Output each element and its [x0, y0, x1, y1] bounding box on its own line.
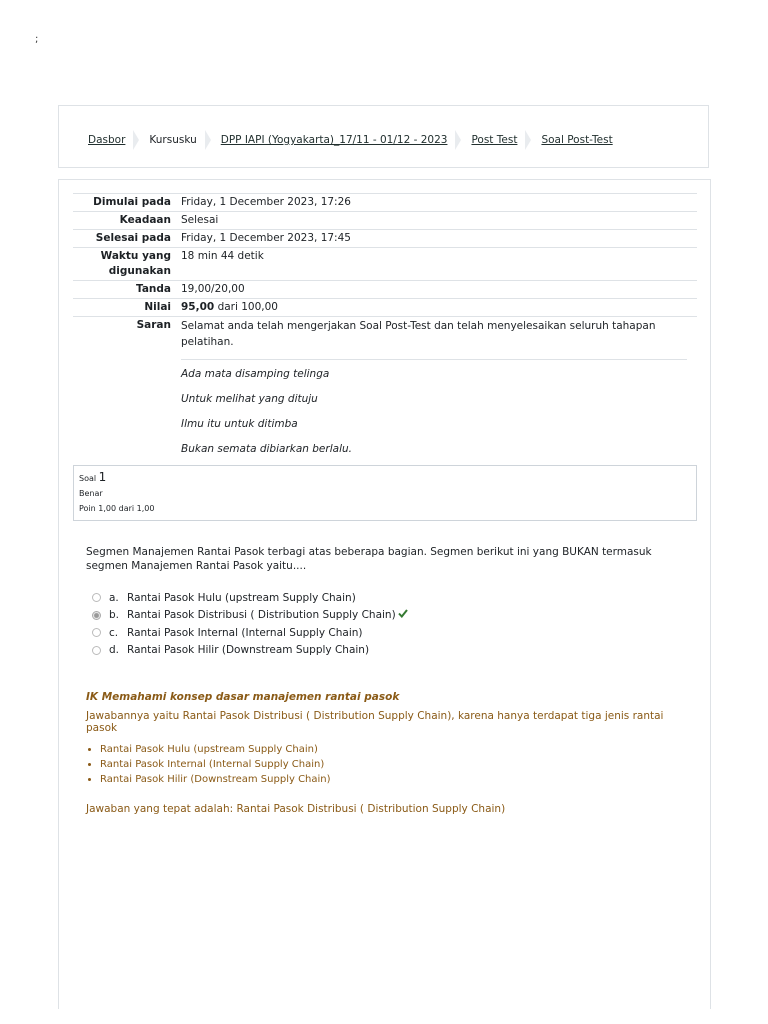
time-label	[73, 248, 181, 281]
breadcrumb-chevron-icon	[133, 130, 139, 150]
completed-value: Friday, 1 December 2023, 17:45	[181, 230, 697, 248]
state-value: Selesai	[181, 212, 697, 230]
answer-option-b	[92, 607, 408, 625]
answer-letter: c.	[109, 626, 119, 639]
question-number-label: Soal	[79, 474, 97, 483]
general-feedback	[86, 691, 696, 815]
completed-label: Selesai pada	[73, 230, 181, 248]
breadcrumb-container	[58, 105, 709, 168]
question-points: Poin 1,00 dari 1,00	[79, 504, 155, 513]
attempt-summary-table	[73, 193, 697, 467]
list-item: • Rantai Pasok Internal (Internal Supply Chain)	[100, 757, 696, 772]
breadcrumb-post-test[interactable]: Post Test	[471, 134, 518, 146]
breadcrumb-kursusku: Kursusku	[149, 134, 197, 146]
question-state: Benar	[79, 489, 103, 498]
answer-option-c	[92, 624, 408, 642]
answer-text: Rantai Pasok Internal (Internal Supply Chain)	[127, 626, 363, 639]
feedback-title: IK Memahami konsep dasar manajemen rantai pasok	[86, 691, 400, 703]
summary-row-started	[73, 194, 697, 212]
marks-value: 19,00/20,00	[181, 281, 697, 299]
answer-option-a	[92, 589, 408, 607]
summary-row-feedback	[73, 317, 697, 468]
breadcrumb	[88, 130, 613, 150]
started-value: Friday, 1 December 2023, 17:26	[181, 194, 697, 212]
breadcrumb-chevron-icon	[525, 130, 531, 150]
breadcrumb-chevron-icon	[455, 130, 461, 150]
radio-button[interactable]	[92, 593, 101, 602]
feedback-answer: Jawaban yang tepat adalah: Rantai Pasok Distribusi ( Distribution Supply Chain)	[86, 803, 506, 815]
question-number-value: 1	[98, 470, 107, 484]
radio-button[interactable]	[92, 628, 101, 637]
question-number	[79, 470, 691, 486]
radio-button[interactable]	[92, 646, 101, 655]
summary-row-marks	[73, 281, 697, 299]
quiz-review	[58, 179, 711, 1009]
feedback-list	[86, 742, 696, 787]
answer-letter: d.	[109, 644, 120, 657]
time-value: 18 min 44 detik	[181, 248, 697, 281]
breadcrumb-dasbor[interactable]: Dasbor	[88, 134, 126, 146]
time-label-line2: digunakan	[108, 265, 171, 277]
answer-option-d	[92, 642, 408, 660]
time-label-line1: Waktu yang	[100, 250, 171, 262]
answer-text: Rantai Pasok Distribusi ( Distribution Supply Chain)	[127, 609, 396, 622]
feedback-verse-3: Ilmu itu untuk ditimba	[181, 418, 298, 430]
question-info-box	[73, 465, 697, 521]
answer-text: Rantai Pasok Hilir (Downstream Supply Chain)	[127, 644, 370, 657]
stray-mark: ;	[35, 34, 39, 45]
feedback-intro: Jawabannya yaitu Rantai Pasok Distribusi ( Distribution Supply Chain), karena hanya terdapat tiga jenis rantai pasok	[86, 710, 664, 734]
list-item: • Rantai Pasok Hilir (Downstream Supply Chain)	[100, 772, 696, 787]
grade-cell	[181, 299, 697, 317]
grade-label: Nilai	[73, 299, 181, 317]
answer-letter: a.	[109, 591, 119, 604]
summary-row-time	[73, 248, 697, 281]
breadcrumb-chevron-icon	[205, 130, 211, 150]
summary-row-grade	[73, 299, 697, 317]
list-item: • Rantai Pasok Hulu (upstream Supply Chain)	[100, 742, 696, 757]
summary-row-completed	[73, 230, 697, 248]
state-label: Keadaan	[73, 212, 181, 230]
feedback-label: Saran	[73, 317, 181, 468]
summary-row-state	[73, 212, 697, 230]
grade-value: 95,00	[181, 301, 215, 313]
feedback-verse-4: Bukan semata dibiarkan berlalu.	[181, 443, 352, 455]
feedback-verse-2: Untuk melihat yang dituju	[181, 393, 318, 405]
started-label: Dimulai pada	[73, 194, 181, 212]
feedback-divider	[181, 359, 687, 360]
question-text: Segmen Manajemen Rantai Pasok terbagi atas beberapa bagian. Segmen berikut ini yang BUKAN termasuk segmen Manajemen Rantai Pasok yaitu....	[86, 546, 652, 572]
answer-letter: b.	[109, 609, 120, 622]
feedback-cell	[181, 317, 697, 468]
radio-button-selected[interactable]	[92, 611, 101, 620]
marks-label: Tanda	[73, 281, 181, 299]
grade-suffix: dari 100,00	[217, 301, 278, 313]
answer-options	[92, 589, 408, 659]
breadcrumb-course[interactable]: DPP IAPI (Yogyakarta)_17/11 - 01/12 - 2023	[220, 134, 448, 146]
answer-text: Rantai Pasok Hulu (upstream Supply Chain)	[127, 591, 356, 604]
breadcrumb-quiz[interactable]: Soal Post-Test	[541, 134, 613, 146]
check-icon	[398, 609, 408, 621]
feedback-verse-1: Ada mata disamping telinga	[181, 368, 330, 380]
feedback-text: Selamat anda telah mengerjakan Soal Post-Test dan telah menyelesaikan seluruh tahapan pelatihan.	[181, 320, 656, 348]
